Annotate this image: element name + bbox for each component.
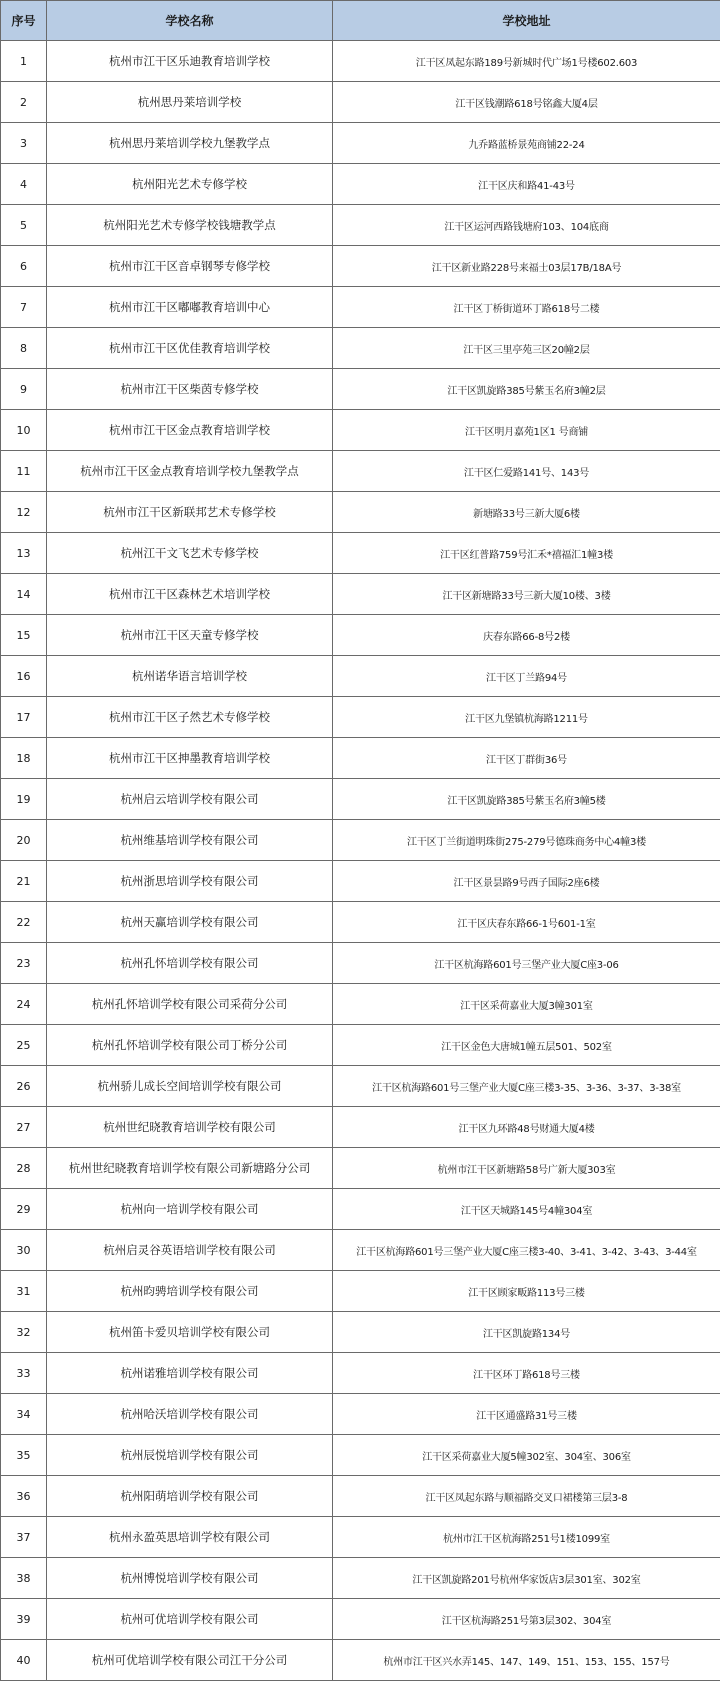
table-row	[1, 656, 720, 697]
serial-number-cell: 7	[1, 287, 47, 328]
school-address-cell: 江干区新塘路33号三新大厦10楼、3楼	[333, 574, 720, 615]
school-name-cell: 杭州笛卡爱贝培训学校有限公司	[47, 1312, 333, 1353]
school-address-cell: 江干区杭海路601号三堡产业大厦C座3-06	[333, 943, 720, 984]
school-name-cell: 杭州可优培训学校有限公司	[47, 1599, 333, 1640]
school-address-cell: 江干区天城路145号4幢304室	[333, 1189, 720, 1230]
serial-number-cell: 40	[1, 1640, 47, 1681]
table-row	[1, 328, 720, 369]
table-row	[1, 861, 720, 902]
serial-number-cell: 37	[1, 1517, 47, 1558]
table-row	[1, 533, 720, 574]
serial-number-cell: 30	[1, 1230, 47, 1271]
school-name-cell: 杭州昀骋培训学校有限公司	[47, 1271, 333, 1312]
school-name-cell: 杭州向一培训学校有限公司	[47, 1189, 333, 1230]
school-address-cell: 江干区丁桥街道环丁路618号二楼	[333, 287, 720, 328]
school-address-cell: 江干区杭海路601号三堡产业大厦C座三楼3-40、3-41、3-42、3-43、3-44室	[333, 1230, 720, 1271]
table-row	[1, 41, 720, 82]
serial-number-cell: 9	[1, 369, 47, 410]
school-address-cell: 江干区杭海路601号三堡产业大厦C座三楼3-35、3-36、3-37、3-38室	[333, 1066, 720, 1107]
serial-number-cell: 4	[1, 164, 47, 205]
school-address-cell: 杭州市江干区杭海路251号1楼1099室	[333, 1517, 720, 1558]
serial-number-cell: 5	[1, 205, 47, 246]
school-name-cell: 杭州市江干区音卓钢琴专修学校	[47, 246, 333, 287]
serial-number-cell: 35	[1, 1435, 47, 1476]
serial-number-cell: 11	[1, 451, 47, 492]
school-name-cell: 杭州诺雅培训学校有限公司	[47, 1353, 333, 1394]
school-name-cell: 杭州世纪晓教育培训学校有限公司新塘路分公司	[47, 1148, 333, 1189]
header-serial-number: 序号	[1, 1, 47, 41]
serial-number-cell: 3	[1, 123, 47, 164]
serial-number-cell: 34	[1, 1394, 47, 1435]
serial-number-cell: 10	[1, 410, 47, 451]
school-name-cell: 杭州市江干区金点教育培训学校	[47, 410, 333, 451]
school-name-cell: 杭州可优培训学校有限公司江干分公司	[47, 1640, 333, 1681]
school-name-cell: 杭州市江干区子然艺术专修学校	[47, 697, 333, 738]
serial-number-cell: 31	[1, 1271, 47, 1312]
school-address-cell: 九乔路蓝桥景苑商铺22-24	[333, 123, 720, 164]
school-address-cell: 江干区新业路228号来福士03层17B/18A号	[333, 246, 720, 287]
school-name-cell: 杭州市江干区天童专修学校	[47, 615, 333, 656]
table-row	[1, 820, 720, 861]
table-row	[1, 738, 720, 779]
school-name-cell: 杭州孔怀培训学校有限公司采荷分公司	[47, 984, 333, 1025]
table-row	[1, 779, 720, 820]
school-name-cell: 杭州思丹莱培训学校九堡教学点	[47, 123, 333, 164]
school-name-cell: 杭州市江干区新联邦艺术专修学校	[47, 492, 333, 533]
school-address-cell: 江干区采荷嘉业大厦5幢302室、304室、306室	[333, 1435, 720, 1476]
table-row	[1, 1558, 720, 1599]
table-row	[1, 1640, 720, 1681]
school-address-cell: 江干区九堡镇杭海路1211号	[333, 697, 720, 738]
table-row	[1, 1312, 720, 1353]
serial-number-cell: 26	[1, 1066, 47, 1107]
school-name-cell: 杭州市江干区柴茵专修学校	[47, 369, 333, 410]
school-name-cell: 杭州骄儿成长空间培训学校有限公司	[47, 1066, 333, 1107]
school-address-cell: 江干区运河西路钱塘府103、104底商	[333, 205, 720, 246]
table-row	[1, 1189, 720, 1230]
table-row	[1, 1025, 720, 1066]
table-row	[1, 164, 720, 205]
school-address-cell: 江干区凯旋路201号杭州华家饭店3层301室、302室	[333, 1558, 720, 1599]
table-row	[1, 492, 720, 533]
school-name-cell: 杭州市江干区森林艺术培训学校	[47, 574, 333, 615]
header-school-name: 学校名称	[47, 1, 333, 41]
table-row	[1, 205, 720, 246]
school-name-cell: 杭州诺华语言培训学校	[47, 656, 333, 697]
table-row	[1, 1271, 720, 1312]
school-name-cell: 杭州市江干区优佳教育培训学校	[47, 328, 333, 369]
school-address-cell: 江干区庆春东路66-1号601-1室	[333, 902, 720, 943]
school-address-cell: 江干区仁爱路141号、143号	[333, 451, 720, 492]
school-name-cell: 杭州博悦培训学校有限公司	[47, 1558, 333, 1599]
school-name-cell: 杭州阳光艺术专修学校	[47, 164, 333, 205]
serial-number-cell: 22	[1, 902, 47, 943]
header-school-address: 学校地址	[333, 1, 720, 41]
table-row	[1, 1394, 720, 1435]
school-name-cell: 杭州辰悦培训学校有限公司	[47, 1435, 333, 1476]
school-address-cell: 杭州市江干区兴水弄145、147、149、151、153、155、157号	[333, 1640, 720, 1681]
school-address-cell: 江干区丁兰路94号	[333, 656, 720, 697]
serial-number-cell: 38	[1, 1558, 47, 1599]
school-address-cell: 江干区丁群街36号	[333, 738, 720, 779]
serial-number-cell: 14	[1, 574, 47, 615]
school-address-cell: 杭州市江干区新塘路58号广新大厦303室	[333, 1148, 720, 1189]
school-address-cell: 江干区丁兰街道明珠街275-279号德珠商务中心4幢3楼	[333, 820, 720, 861]
school-name-cell: 杭州孔怀培训学校有限公司丁桥分公司	[47, 1025, 333, 1066]
school-address-cell: 江干区九环路48号财通大厦4楼	[333, 1107, 720, 1148]
school-address-cell: 江干区通盛路31号三楼	[333, 1394, 720, 1435]
serial-number-cell: 18	[1, 738, 47, 779]
table-row	[1, 984, 720, 1025]
school-name-cell: 杭州世纪晓教育培训学校有限公司	[47, 1107, 333, 1148]
school-address-cell: 江干区明月嘉苑1区1 号商铺	[333, 410, 720, 451]
school-name-cell: 杭州启灵谷英语培训学校有限公司	[47, 1230, 333, 1271]
table-row	[1, 615, 720, 656]
serial-number-cell: 16	[1, 656, 47, 697]
school-address-cell: 江干区凤起东路189号新城时代广场1号楼602.603	[333, 41, 720, 82]
school-address-cell: 江干区采荷嘉业大厦3幢301室	[333, 984, 720, 1025]
school-name-cell: 杭州思丹莱培训学校	[47, 82, 333, 123]
school-address-cell: 江干区凤起东路与顺福路交叉口裙楼第三层3-8	[333, 1476, 720, 1517]
serial-number-cell: 1	[1, 41, 47, 82]
serial-number-cell: 25	[1, 1025, 47, 1066]
serial-number-cell: 6	[1, 246, 47, 287]
school-name-cell: 杭州阳光艺术专修学校钱塘教学点	[47, 205, 333, 246]
school-name-cell: 杭州市江干区乐迪教育培训学校	[47, 41, 333, 82]
school-address-cell: 江干区金色大唐城1幢五层501、502室	[333, 1025, 720, 1066]
school-name-cell: 杭州市江干区金点教育培训学校九堡教学点	[47, 451, 333, 492]
serial-number-cell: 39	[1, 1599, 47, 1640]
table-row	[1, 697, 720, 738]
table-row	[1, 82, 720, 123]
serial-number-cell: 29	[1, 1189, 47, 1230]
table-row	[1, 1435, 720, 1476]
serial-number-cell: 21	[1, 861, 47, 902]
serial-number-cell: 8	[1, 328, 47, 369]
serial-number-cell: 24	[1, 984, 47, 1025]
school-address-cell: 庆春东路66-8号2楼	[333, 615, 720, 656]
school-name-cell: 杭州市江干区嘟嘟教育培训中心	[47, 287, 333, 328]
school-address-cell: 江干区凯旋路385号紫玉名府3幢2层	[333, 369, 720, 410]
table-row	[1, 246, 720, 287]
table-row	[1, 943, 720, 984]
school-address-cell: 江干区景昙路9号西子国际2座6楼	[333, 861, 720, 902]
header-row	[1, 1, 720, 41]
table-row	[1, 1599, 720, 1640]
table-row	[1, 574, 720, 615]
table-row	[1, 1066, 720, 1107]
serial-number-cell: 23	[1, 943, 47, 984]
school-address-cell: 江干区三里亭苑三区20幢2层	[333, 328, 720, 369]
school-name-cell: 杭州维基培训学校有限公司	[47, 820, 333, 861]
table-row	[1, 410, 720, 451]
table-body	[1, 41, 720, 1681]
school-name-cell: 杭州哈沃培训学校有限公司	[47, 1394, 333, 1435]
table-row	[1, 1230, 720, 1271]
school-address-cell: 江干区凯旋路134号	[333, 1312, 720, 1353]
school-address-cell: 江干区环丁路618号三楼	[333, 1353, 720, 1394]
table-row	[1, 287, 720, 328]
table-header	[1, 1, 720, 41]
school-address-cell: 江干区钱潮路618号铭鑫大厦4层	[333, 82, 720, 123]
school-name-cell: 杭州孔怀培训学校有限公司	[47, 943, 333, 984]
school-name-cell: 杭州天赢培训学校有限公司	[47, 902, 333, 943]
table-row	[1, 369, 720, 410]
school-name-cell: 杭州江干文飞艺术专修学校	[47, 533, 333, 574]
school-address-cell: 江干区庆和路41-43号	[333, 164, 720, 205]
table-row	[1, 1476, 720, 1517]
serial-number-cell: 32	[1, 1312, 47, 1353]
school-name-cell: 杭州浙思培训学校有限公司	[47, 861, 333, 902]
serial-number-cell: 33	[1, 1353, 47, 1394]
serial-number-cell: 36	[1, 1476, 47, 1517]
school-address-cell: 江干区红普路759号汇禾*禧福汇1幢3楼	[333, 533, 720, 574]
table-row	[1, 451, 720, 492]
serial-number-cell: 28	[1, 1148, 47, 1189]
table-row	[1, 902, 720, 943]
school-address-cell: 江干区顾家畈路113号三楼	[333, 1271, 720, 1312]
table-row	[1, 1353, 720, 1394]
serial-number-cell: 27	[1, 1107, 47, 1148]
school-address-cell: 江干区凯旋路385号紫玉名府3幢5楼	[333, 779, 720, 820]
school-address-cell: 新塘路33号三新大厦6楼	[333, 492, 720, 533]
serial-number-cell: 12	[1, 492, 47, 533]
table-row	[1, 1517, 720, 1558]
table-row	[1, 123, 720, 164]
serial-number-cell: 2	[1, 82, 47, 123]
school-name-cell: 杭州永盈英思培训学校有限公司	[47, 1517, 333, 1558]
serial-number-cell: 13	[1, 533, 47, 574]
serial-number-cell: 20	[1, 820, 47, 861]
serial-number-cell: 17	[1, 697, 47, 738]
table-row	[1, 1107, 720, 1148]
serial-number-cell: 15	[1, 615, 47, 656]
school-name-cell: 杭州阳萌培训学校有限公司	[47, 1476, 333, 1517]
school-address-cell: 江干区杭海路251号第3层302、304室	[333, 1599, 720, 1640]
serial-number-cell: 19	[1, 779, 47, 820]
school-name-cell: 杭州市江干区抻墨教育培训学校	[47, 738, 333, 779]
table-row	[1, 1148, 720, 1189]
school-name-cell: 杭州启云培训学校有限公司	[47, 779, 333, 820]
